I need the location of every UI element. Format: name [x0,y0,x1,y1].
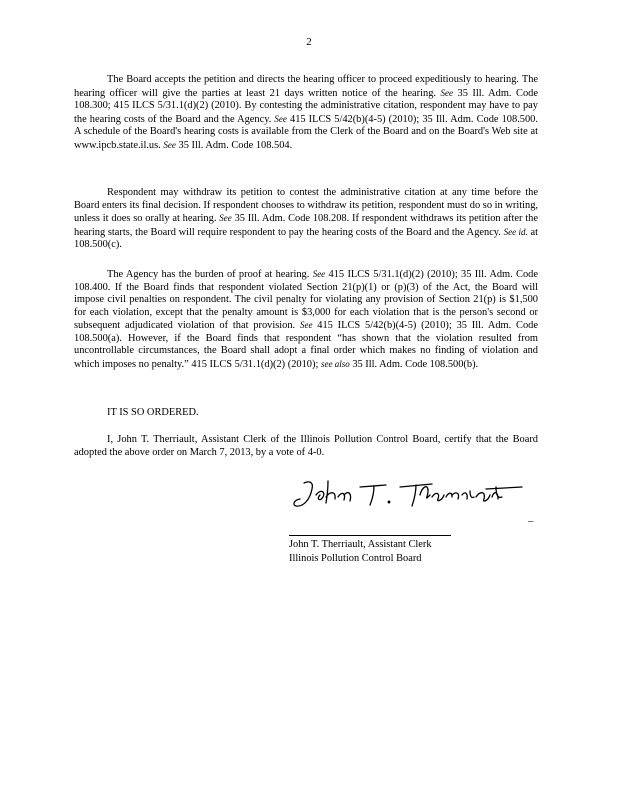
p4-text-1: IT IS SO ORDERED. [107,407,199,418]
p3-text-1: The Agency has the burden of proof at hearing. [107,269,310,280]
paragraph-ordered [74,407,538,420]
p2-see-2: See id. [503,226,528,237]
p5-text-1: I, John T. Therriault, Assistant Clerk of the Illinois Pollution Control Board, certify that the Board adopted the above order on March 7, 2013, by a vote of 4-0. [74,434,538,458]
p3-see-1: See [312,269,326,279]
p3-text-2: 415 ILCS 5/31.1(d)(2) (2010); 35 Ill. Adm. Code 108.400. If the Board finds that respondent violated Section 21(p)(1) or (p)(3) of the Act, the Board will impose civil penalties on respondent. The civil penalty for violating any provision of Section 21(p) is $1,500 for each violation, except that the penalty amount is $3,000 for each violation that is the person's second or subsequent adjudicated violation of that provision. [74,269,538,331]
paragraph-hearing-notice [74,74,538,152]
signer-block [289,538,549,565]
paragraph-withdrawal [74,187,538,252]
p1-text-4: 35 Ill. Adm. Code 108.504. [178,139,293,151]
p1-text-3: 415 ILCS 5/42(b)(4-5) (2010); 35 Ill. Adm. Code 108.500. A schedule of the Board's hearing costs is available from the Clerk of the Board and on the Board's Web site at www.ipcb.state.il.us. [74,113,538,151]
p1-text-1: The Board accepts the petition and directs the hearing officer to proceed expeditiously to hearing. The hearing officer will give the parties at least 21 days written notice of the hearing. [74,74,538,99]
paragraph-certification [74,434,538,459]
p1-see-1: See [440,87,453,98]
p3-text-4: 35 Ill. Adm. Code 108.500(b). [352,358,479,370]
p1-see-2: See [274,113,287,124]
p2-see-1: See [219,213,232,223]
p3-text-3: 415 ILCS 5/42(b)(4-5) (2010); 35 Ill. Adm. Code 108.500(a). However, if the Board finds that respondent “has shown that the violation resulted from uncontrollable circumstances, the Board shall adopt a final order which makes no finding of violation and which imposes no penalty.” 415 ILCS 5/31.1(d)(2) (2010); [74,320,538,370]
signature-line [289,535,451,536]
paragraph-burden-of-proof [74,268,538,371]
signature-dash: _ [528,511,534,523]
handwritten-signature [290,473,530,513]
p1-see-3: See [163,139,176,150]
signer-organization: Illinois Pollution Control Board [289,552,422,564]
signer-name-title: John T. Therriault, Assistant Clerk [289,539,432,550]
p3-see-2: See [299,320,313,330]
p2-text-2: 35 Ill. Adm. Code 108.208. If respondent withdraws its petition after the hearing starts, the Board will require respondent to pay the hearing costs of the Board and the Agency. [74,213,538,238]
p2-text-1: Respondent may withdraw its petition to contest the administrative citation at any time before the Board enters its final decision. If respondent chooses to withdraw its petition, respondent must do so in writing, unless it does so orally at hearing. [74,187,538,224]
page-number: 2 [306,36,312,48]
p3-see-3: see also [320,358,350,369]
p1-text-2: 35 Ill. Adm. Code 108.300; 415 ILCS 5/31.1(d)(2) (2010). By contesting the administrative citation, respondent may have to pay the hearing costs of the Board and the Agency. [74,87,538,125]
p2-text-3: at 108.500(c). [74,226,538,250]
